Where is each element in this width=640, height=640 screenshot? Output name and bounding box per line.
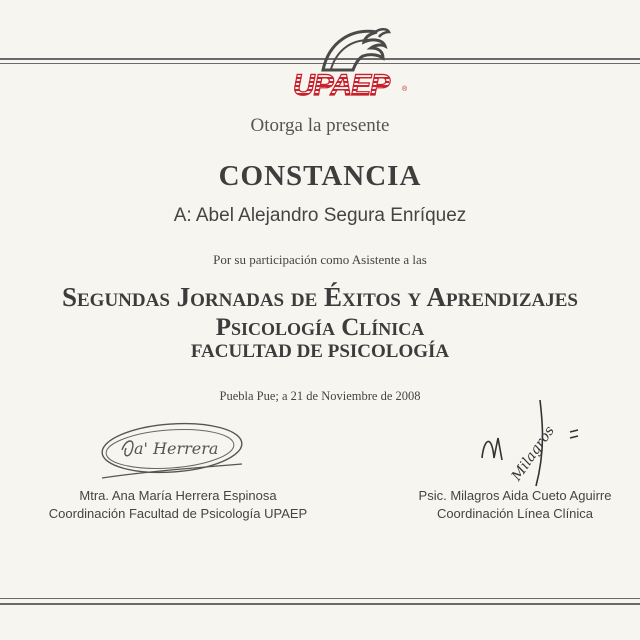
signature-right-text: Milagros [508, 423, 558, 484]
bottom-border-line-thin [0, 598, 640, 599]
signatory-right-role: Coordinación Línea Clínica [436, 506, 594, 521]
eagle-icon [285, 22, 415, 72]
signature-left-text: a' Herrera [134, 439, 219, 458]
registered-icon: ® [402, 86, 408, 93]
signatory-left [18, 487, 338, 523]
signature-right [470, 398, 590, 493]
signature-left [92, 418, 252, 488]
signatory-left-role: Coordinación Facultad de Psicología UPAEP [48, 506, 308, 521]
faculty-name: FACULTAD DE PSICOLOGÍA [190, 341, 450, 362]
logo-wordmark: UPAEP [293, 69, 390, 102]
granting-line: Otorga la presente [250, 115, 390, 136]
event-title: Segundas Jornadas de Éxitos y Aprendizajes [61, 282, 578, 312]
participation-text: Por su participación como Asistente a las [213, 252, 427, 267]
signatory-right [385, 487, 640, 523]
bottom-border-line [0, 603, 640, 605]
recipient-name: A: Abel Alejandro Segura Enríquez [173, 205, 467, 226]
event-subtitle: Psicología Clínica [215, 314, 425, 341]
signatory-right-name: Psic. Milagros Aida Cueto Aguirre [418, 488, 612, 503]
university-logo [285, 22, 415, 102]
certificate-title: CONSTANCIA [218, 160, 422, 192]
place-and-date: Puebla Pue; a 21 de Noviembre de 2008 [219, 389, 421, 403]
signatory-left-name: Mtra. Ana María Herrera Espinosa [79, 488, 277, 503]
